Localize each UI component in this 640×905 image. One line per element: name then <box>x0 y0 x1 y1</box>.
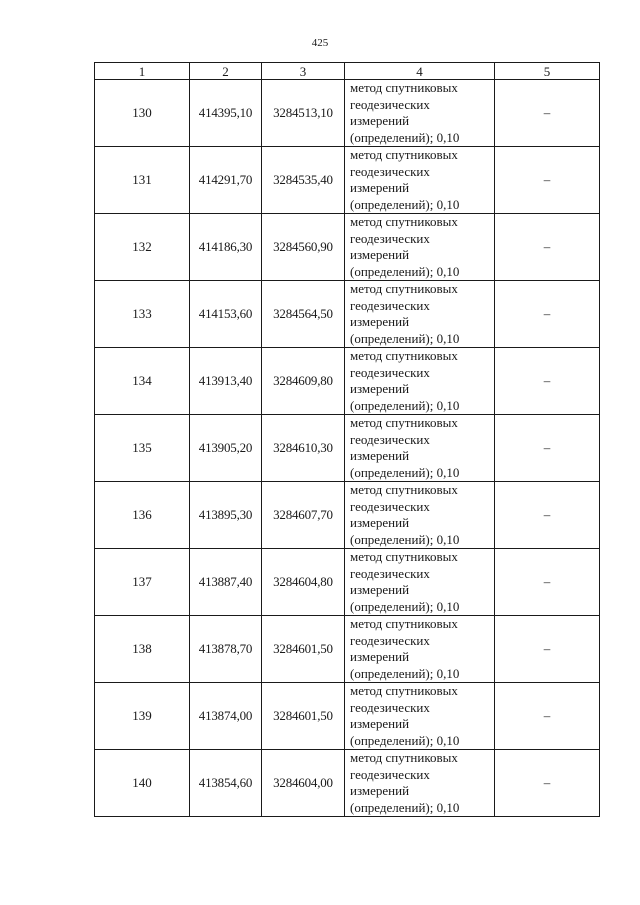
method-line: геодезических <box>350 766 430 782</box>
y-coordinate-cell: 3284604,00 <box>262 750 345 817</box>
x-coordinate-cell: 413913,40 <box>190 348 262 415</box>
method-line: измерений <box>350 515 410 530</box>
method-line: метод спутниковых <box>350 549 458 564</box>
point-number-cell: 140 <box>95 750 190 817</box>
method-line: геодезических <box>350 498 430 514</box>
page-number: 425 <box>311 37 329 49</box>
method-line: (определений); 0,10 <box>350 531 460 547</box>
method-line: метод спутниковых <box>350 750 458 765</box>
y-coordinate-cell: 3284601,50 <box>262 683 345 750</box>
method-line: (определений); 0,10 <box>350 196 460 212</box>
point-number-cell: 131 <box>95 147 190 214</box>
note-cell: – <box>495 348 600 415</box>
method-line: (определений); 0,10 <box>350 598 460 614</box>
method-cell <box>345 281 495 348</box>
note-cell: – <box>495 482 600 549</box>
method-cell <box>345 616 495 683</box>
table-row <box>95 482 600 549</box>
table-row <box>95 214 600 281</box>
x-coordinate-cell: 414153,60 <box>190 281 262 348</box>
method-line: (определений); 0,10 <box>350 129 460 145</box>
method-cell <box>345 482 495 549</box>
method-line: (определений); 0,10 <box>350 263 460 279</box>
method-line: метод спутниковых <box>350 415 458 430</box>
y-coordinate-cell: 3284601,50 <box>262 616 345 683</box>
note-cell: – <box>495 147 600 214</box>
point-number-cell: 134 <box>95 348 190 415</box>
y-coordinate-cell: 3284604,80 <box>262 549 345 616</box>
method-line: метод спутниковых <box>350 482 458 497</box>
point-number-cell: 135 <box>95 415 190 482</box>
column-header-5: 5 <box>495 63 600 80</box>
y-coordinate-cell: 3284564,50 <box>262 281 345 348</box>
column-header-3: 3 <box>262 63 345 80</box>
x-coordinate-cell: 413854,60 <box>190 750 262 817</box>
table-header-row <box>95 63 600 80</box>
table-body <box>95 80 600 817</box>
table-row <box>95 147 600 214</box>
x-coordinate-cell: 413874,00 <box>190 683 262 750</box>
method-line: метод спутниковых <box>350 616 458 631</box>
method-line: (определений); 0,10 <box>350 665 460 681</box>
point-number-cell: 137 <box>95 549 190 616</box>
method-line: (определений); 0,10 <box>350 330 460 346</box>
point-number-cell: 139 <box>95 683 190 750</box>
method-cell <box>345 683 495 750</box>
y-coordinate-cell: 3284535,40 <box>262 147 345 214</box>
method-line: измерений <box>350 649 410 664</box>
table-row <box>95 750 600 817</box>
method-cell <box>345 549 495 616</box>
point-number-cell: 132 <box>95 214 190 281</box>
method-cell <box>345 214 495 281</box>
method-line: измерений <box>350 247 410 262</box>
table-row <box>95 616 600 683</box>
method-line: геодезических <box>350 431 430 447</box>
method-line: метод спутниковых <box>350 281 458 296</box>
table-row <box>95 281 600 348</box>
x-coordinate-cell: 413905,20 <box>190 415 262 482</box>
method-line: геодезических <box>350 632 430 648</box>
method-line: геодезических <box>350 364 430 380</box>
method-line: геодезических <box>350 297 430 313</box>
method-line: геодезических <box>350 565 430 581</box>
y-coordinate-cell: 3284513,10 <box>262 80 345 147</box>
note-cell: – <box>495 415 600 482</box>
column-header-1: 1 <box>95 63 190 80</box>
y-coordinate-cell: 3284609,80 <box>262 348 345 415</box>
y-coordinate-cell: 3284610,30 <box>262 415 345 482</box>
method-cell <box>345 415 495 482</box>
x-coordinate-cell: 413895,30 <box>190 482 262 549</box>
method-line: метод спутниковых <box>350 147 458 162</box>
method-line: измерений <box>350 448 410 463</box>
method-line: метод спутниковых <box>350 348 458 363</box>
column-header-2: 2 <box>190 63 262 80</box>
method-line: (определений); 0,10 <box>350 397 460 413</box>
point-number-cell: 130 <box>95 80 190 147</box>
x-coordinate-cell: 414395,10 <box>190 80 262 147</box>
note-cell: – <box>495 750 600 817</box>
note-cell: – <box>495 214 600 281</box>
table-row <box>95 348 600 415</box>
method-cell <box>345 80 495 147</box>
method-line: измерений <box>350 783 410 798</box>
method-line: измерений <box>350 381 410 396</box>
method-line: измерений <box>350 582 410 597</box>
point-number-cell: 136 <box>95 482 190 549</box>
method-line: геодезических <box>350 699 430 715</box>
table-row <box>95 683 600 750</box>
x-coordinate-cell: 414291,70 <box>190 147 262 214</box>
method-line: (определений); 0,10 <box>350 464 460 480</box>
note-cell: – <box>495 80 600 147</box>
method-cell <box>345 750 495 817</box>
method-cell <box>345 348 495 415</box>
note-cell: – <box>495 549 600 616</box>
method-line: геодезических <box>350 96 430 112</box>
method-line: геодезических <box>350 230 430 246</box>
table-row <box>95 80 600 147</box>
method-line: измерений <box>350 314 410 329</box>
y-coordinate-cell: 3284560,90 <box>262 214 345 281</box>
note-cell: – <box>495 281 600 348</box>
table-row <box>95 549 600 616</box>
method-line: метод спутниковых <box>350 80 458 95</box>
coordinates-table <box>94 62 600 817</box>
method-line: геодезических <box>350 163 430 179</box>
method-line: (определений); 0,10 <box>350 732 460 748</box>
point-number-cell: 133 <box>95 281 190 348</box>
method-line: метод спутниковых <box>350 683 458 698</box>
method-line: (определений); 0,10 <box>350 799 460 815</box>
x-coordinate-cell: 413878,70 <box>190 616 262 683</box>
method-line: метод спутниковых <box>350 214 458 229</box>
x-coordinate-cell: 414186,30 <box>190 214 262 281</box>
method-line: измерений <box>350 113 410 128</box>
table-row <box>95 415 600 482</box>
column-header-4: 4 <box>345 63 495 80</box>
method-line: измерений <box>350 716 410 731</box>
y-coordinate-cell: 3284607,70 <box>262 482 345 549</box>
method-cell <box>345 147 495 214</box>
method-line: измерений <box>350 180 410 195</box>
note-cell: – <box>495 616 600 683</box>
note-cell: – <box>495 683 600 750</box>
point-number-cell: 138 <box>95 616 190 683</box>
x-coordinate-cell: 413887,40 <box>190 549 262 616</box>
